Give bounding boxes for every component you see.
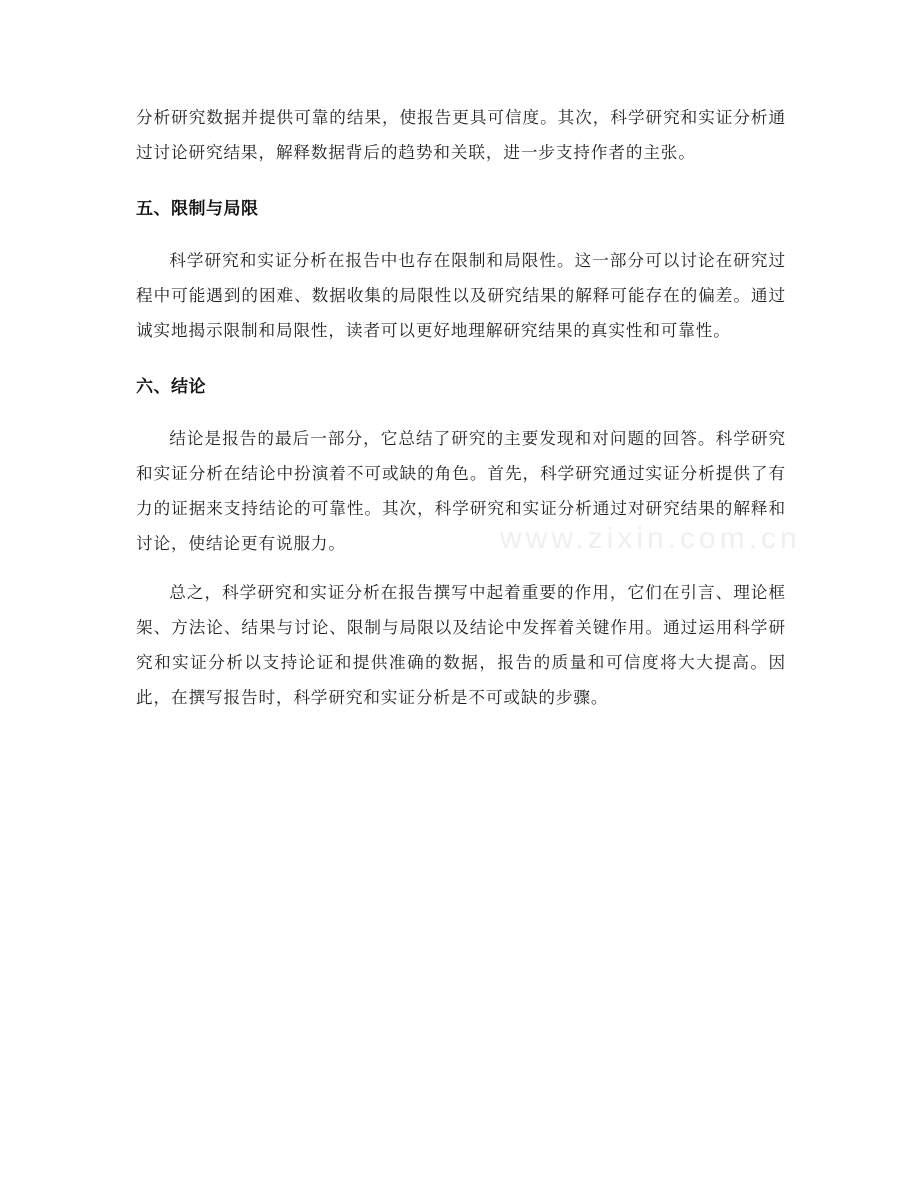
document-body [136, 100, 786, 715]
paragraph-limitations: 科学研究和实证分析在报告中也存在限制和局限性。这一部分可以讨论在研究过程中可能遇到的困难、数据收集的局限性以及研究结果的解释可能存在的偏差。通过诚实地揭示限制和局限性，读者可以更好地理解研究结果的真实性和可靠性。 [136, 251, 786, 340]
watermark-text: www.zixin.com.cn [500, 522, 801, 555]
section-heading-conclusion: 六、结论 [136, 377, 206, 397]
paragraph-summary: 总之，科学研究和实证分析在报告撰写中起着重要的作用，它们在引言、理论框架、方法论、结果与讨论、限制与局限以及结论中发挥着关键作用。通过运用科学研究和实证分析以支持论证和提供准确的数据，报告的质量和可信度将大大提高。因此，在撰写报告时，科学研究和实证分析是不可或缺的步骤。 [136, 583, 786, 707]
paragraph-continuation: 分析研究数据并提供可靠的结果，使报告更具可信度。其次，科学研究和实证分析通过讨论研究结果，解释数据背后的趋势和关联，进一步支持作者的主张。 [136, 108, 786, 162]
paragraph-conclusion: 结论是报告的最后一部分，它总结了研究的主要发现和对问题的回答。科学研究和实证分析在结论中扮演着不可或缺的角色。首先，科学研究通过实证分析提供了有力的证据来支持结论的可靠性。其次，科学研究和实证分析通过对研究结果的解释和讨论，使结论更有说服力。 [136, 429, 786, 553]
section-heading-limitations: 五、限制与局限 [136, 199, 259, 219]
